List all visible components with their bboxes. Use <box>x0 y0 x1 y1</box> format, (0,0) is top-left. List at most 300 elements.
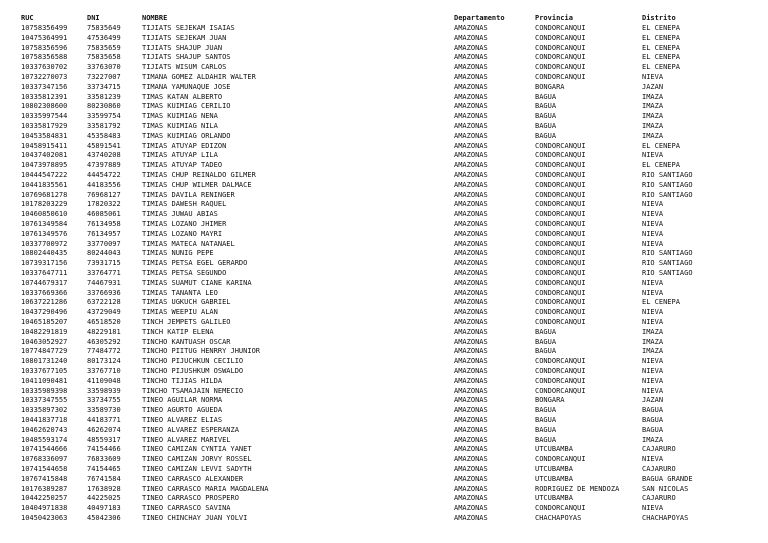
cell-dni: 46305292 <box>87 337 121 346</box>
cell-distrito: EL CENEPA <box>642 53 680 62</box>
cell-provincia: BAGUA <box>535 131 557 140</box>
table-row <box>0 484 768 494</box>
cell-provincia: CONDORCANQUI <box>535 151 586 160</box>
table-row <box>0 131 768 141</box>
cell-provincia: UTCUBAMBA <box>535 445 573 454</box>
cell-dni: 41109048 <box>87 376 121 385</box>
cell-dni: 43729049 <box>87 308 121 317</box>
cell-distrito: CAJARURO <box>642 465 676 473</box>
cell-ruc: 10769681278 <box>21 190 68 199</box>
cell-departamento: AMAZONAS <box>454 376 488 385</box>
cell-distrito: IMAZA <box>642 92 664 101</box>
cell-nombre: TIJIATS SEJEKAM ISAIAS <box>142 24 235 32</box>
table-row <box>0 121 768 131</box>
cell-nombre: TIMANA YAMUNAQUE JOSE <box>142 82 231 91</box>
cell-ruc: 10337700972 <box>21 239 68 248</box>
table-row <box>0 474 768 484</box>
cell-departamento: AMAZONAS <box>454 484 488 493</box>
cell-dni: 33734755 <box>87 396 121 405</box>
cell-nombre: TINEO ALVAREZ MARIVEL <box>142 435 231 444</box>
cell-ruc: 10404971838 <box>21 504 68 513</box>
cell-nombre: TINCHO PIJUSHKUM OSWALDO <box>142 367 244 375</box>
cell-nombre: TIMIAS LOZANO MAYRI <box>142 229 223 238</box>
cell-provincia: CONDORCANQUI <box>535 171 586 179</box>
cell-departamento: AMAZONAS <box>454 416 488 424</box>
cell-nombre: TIMIAS DAWESH RAQUEL <box>142 200 227 209</box>
cell-departamento: AMAZONAS <box>454 474 488 483</box>
cell-provincia: UTCUBAMBA <box>535 465 573 473</box>
cell-provincia: RODRIGUEZ DE MENDOZA <box>535 484 620 493</box>
table-row <box>0 190 768 200</box>
cell-departamento: AMAZONAS <box>454 504 488 513</box>
cell-provincia: BAGUA <box>535 347 557 356</box>
cell-distrito: IMAZA <box>642 102 664 111</box>
cell-nombre: TIMIAS JUWAU ABIAS <box>142 210 218 219</box>
cell-nombre: TIMIAS PETSA SEGUNDO <box>142 269 227 277</box>
cell-distrito: NIEVA <box>642 504 664 513</box>
cell-dni: 33581792 <box>87 122 121 130</box>
cell-dni: 33589730 <box>87 406 121 415</box>
cell-provincia: BAGUA <box>535 337 557 346</box>
table-row <box>0 307 768 317</box>
cell-ruc: 10178203229 <box>21 200 68 209</box>
cell-departamento: AMAZONAS <box>454 131 488 140</box>
cell-distrito: NIEVA <box>642 367 664 375</box>
cell-distrito: NIEVA <box>642 210 664 219</box>
table-row <box>0 160 768 170</box>
cell-dni: 76833609 <box>87 455 121 464</box>
table-row <box>0 239 768 249</box>
cell-departamento: AMAZONAS <box>454 337 488 346</box>
table-row <box>0 92 768 102</box>
cell-ruc: 10335817929 <box>21 122 68 130</box>
cell-nombre: TINEO CHINCHAY JUAN YOLVI <box>142 514 248 522</box>
cell-dni: 76741584 <box>87 474 121 483</box>
cell-ruc: 10802440435 <box>21 249 68 258</box>
cell-nombre: TIMIAS CHUP REINALDO GILMER <box>142 171 256 179</box>
cell-nombre: TIMIAS ATUYAP TADEO <box>142 161 223 170</box>
cell-distrito: NIEVA <box>642 308 664 317</box>
cell-distrito: CHACHAPOYAS <box>642 514 689 522</box>
cell-dni: 46085061 <box>87 210 121 219</box>
cell-departamento: AMAZONAS <box>454 308 488 317</box>
cell-departamento: AMAZONAS <box>454 367 488 375</box>
table-row <box>0 209 768 219</box>
cell-provincia: CONDORCANQUI <box>535 367 586 375</box>
cell-departamento: AMAZONAS <box>454 141 488 150</box>
cell-distrito: EL CENEPA <box>642 43 680 52</box>
cell-nombre: TIMAS KUIMIAG CERILIO <box>142 102 231 111</box>
cell-ruc: 10732270073 <box>21 73 68 81</box>
cell-departamento: AMAZONAS <box>454 327 488 336</box>
cell-departamento: AMAZONAS <box>454 43 488 52</box>
cell-dni: 76134957 <box>87 229 121 238</box>
cell-provincia: CONDORCANQUI <box>535 53 586 62</box>
cell-provincia: CONDORCANQUI <box>535 455 586 464</box>
table-row <box>0 464 768 474</box>
cell-departamento: AMAZONAS <box>454 435 488 444</box>
cell-provincia: CONDORCANQUI <box>535 210 586 219</box>
cell-departamento: AMAZONAS <box>454 73 488 81</box>
cell-dni: 76134958 <box>87 220 121 228</box>
table-row <box>0 180 768 190</box>
cell-departamento: AMAZONAS <box>454 465 488 473</box>
cell-dni: 63722128 <box>87 298 121 307</box>
cell-dni: 40497183 <box>87 504 121 513</box>
cell-distrito: IMAZA <box>642 112 664 121</box>
cell-departamento: AMAZONAS <box>454 406 488 415</box>
cell-provincia: CONDORCANQUI <box>535 259 586 268</box>
cell-dni: 17820322 <box>87 200 121 209</box>
cell-distrito: EL CENEPA <box>642 24 680 32</box>
cell-dni: 80173124 <box>87 357 121 366</box>
cell-nombre: TIMIAS LOZANO JHIMER <box>142 220 227 228</box>
cell-nombre: TINEO CAMIZAN LEVVI SADYTH <box>142 465 252 473</box>
cell-provincia: CONDORCANQUI <box>535 278 586 287</box>
cell-departamento: AMAZONAS <box>454 239 488 248</box>
cell-provincia: CONDORCANQUI <box>535 288 586 297</box>
cell-distrito: EL CENEPA <box>642 161 680 170</box>
cell-nombre: TIMIAS SUAMUT CIANE KARINA <box>142 278 252 287</box>
table-row <box>0 454 768 464</box>
cell-dni: 74154465 <box>87 465 121 473</box>
cell-nombre: TIMAS KUIMIAG ORLANDO <box>142 131 231 140</box>
cell-provincia: CONDORCANQUI <box>535 229 586 238</box>
cell-ruc: 10444547222 <box>21 171 68 179</box>
cell-nombre: TIMAS KUIMIAG NILA <box>142 122 218 130</box>
cell-dni: 33734715 <box>87 82 121 91</box>
table-row <box>0 43 768 53</box>
cell-ruc: 10337630702 <box>21 63 68 72</box>
cell-nombre: TIMIAS UGKUCH GABRIEL <box>142 298 231 307</box>
cell-departamento: AMAZONAS <box>454 122 488 130</box>
cell-ruc: 10767415848 <box>21 474 68 483</box>
cell-nombre: TIMIAS ATUYAP LILA <box>142 151 218 160</box>
cell-ruc: 10453584831 <box>21 131 68 140</box>
cell-nombre: TIMANA GOMEZ ALDAHIR WALTER <box>142 73 256 81</box>
cell-ruc: 10337647711 <box>21 269 68 277</box>
header-ruc: RUC <box>21 14 34 22</box>
table-row <box>0 52 768 62</box>
cell-provincia: BONGARA <box>535 82 565 91</box>
cell-distrito: IMAZA <box>642 337 664 346</box>
cell-distrito: BAGUA <box>642 406 664 415</box>
table-row <box>0 219 768 229</box>
cell-ruc: 10462620743 <box>21 425 68 434</box>
cell-nombre: TINCHO KANTUASH OSCAR <box>142 337 231 346</box>
cell-ruc: 10761349576 <box>21 229 68 238</box>
cell-provincia: BAGUA <box>535 327 557 336</box>
cell-dni: 75835649 <box>87 24 121 32</box>
cell-departamento: AMAZONAS <box>454 298 488 307</box>
cell-provincia: BAGUA <box>535 425 557 434</box>
cell-dni: 73931715 <box>87 259 121 268</box>
table-row <box>0 82 768 92</box>
table-row <box>0 199 768 209</box>
cell-dni: 47536499 <box>87 33 121 42</box>
table-row <box>0 356 768 366</box>
cell-nombre: TINCHO PIJUCHKUN CECILIO <box>142 357 244 366</box>
cell-departamento: AMAZONAS <box>454 455 488 464</box>
table-row <box>0 72 768 82</box>
cell-ruc: 10442250257 <box>21 494 68 503</box>
cell-dni: 33599754 <box>87 112 121 121</box>
table-row <box>0 288 768 298</box>
cell-ruc: 10758356499 <box>21 24 68 32</box>
cell-nombre: TIJIATS SHAJUP JUAN <box>142 43 223 52</box>
cell-distrito: BAGUA GRANDE <box>642 474 693 483</box>
cell-provincia: BAGUA <box>535 112 557 121</box>
cell-nombre: TINEO CARRASCO PROSPERO <box>142 494 239 503</box>
cell-dni: 33766936 <box>87 288 121 297</box>
cell-provincia: BAGUA <box>535 122 557 130</box>
cell-departamento: AMAZONAS <box>454 249 488 258</box>
cell-ruc: 10465185207 <box>21 318 68 326</box>
cell-nombre: TIMAS KATAN ALBERTO <box>142 92 223 101</box>
cell-distrito: EL CENEPA <box>642 63 680 72</box>
cell-provincia: CONDORCANQUI <box>535 386 586 395</box>
cell-distrito: NIEVA <box>642 455 664 464</box>
cell-dni: 77484772 <box>87 347 121 356</box>
cell-ruc: 10335897302 <box>21 406 68 415</box>
table-header <box>0 13 768 23</box>
cell-departamento: AMAZONAS <box>454 396 488 405</box>
cell-nombre: TINEO CARRASCO ALEXANDER <box>142 474 244 483</box>
cell-provincia: CONDORCANQUI <box>535 161 586 170</box>
cell-ruc: 10741544658 <box>21 465 68 473</box>
cell-departamento: AMAZONAS <box>454 102 488 111</box>
cell-dni: 45891541 <box>87 141 121 150</box>
table-row <box>0 405 768 415</box>
cell-ruc: 10739317156 <box>21 259 68 268</box>
cell-nombre: TIMIAS WEEPIU ALAN <box>142 308 218 317</box>
table-row <box>0 23 768 33</box>
table-row <box>0 111 768 121</box>
cell-dni: 33581239 <box>87 92 121 101</box>
table-row <box>0 248 768 258</box>
cell-distrito: JAZAN <box>642 396 664 405</box>
cell-nombre: TIMIAS TANANTA LEO <box>142 288 218 297</box>
cell-departamento: AMAZONAS <box>454 63 488 72</box>
cell-nombre: TIJIATS SHAJUP SANTOS <box>142 53 231 62</box>
cell-departamento: AMAZONAS <box>454 112 488 121</box>
cell-distrito: NIEVA <box>642 239 664 248</box>
cell-distrito: NIEVA <box>642 386 664 395</box>
table-row <box>0 493 768 503</box>
cell-nombre: TINEO AGUILAR NORMA <box>142 396 223 405</box>
table-row <box>0 170 768 180</box>
cell-dni: 80230860 <box>87 102 121 111</box>
table-row <box>0 395 768 405</box>
cell-departamento: AMAZONAS <box>454 171 488 179</box>
cell-departamento: AMAZONAS <box>454 151 488 160</box>
cell-provincia: CONDORCANQUI <box>535 318 586 326</box>
cell-ruc: 10437402081 <box>21 151 68 160</box>
cell-ruc: 10482291819 <box>21 327 68 336</box>
cell-provincia: BAGUA <box>535 416 557 424</box>
cell-ruc: 10337669366 <box>21 288 68 297</box>
cell-nombre: TIMIAS ATUYAP EDIZON <box>142 141 227 150</box>
cell-ruc: 10802308600 <box>21 102 68 111</box>
cell-ruc: 10475364991 <box>21 33 68 42</box>
cell-dni: 48559317 <box>87 435 121 444</box>
cell-ruc: 10774847729 <box>21 347 68 356</box>
cell-provincia: CONDORCANQUI <box>535 220 586 228</box>
cell-distrito: EL CENEPA <box>642 141 680 150</box>
cell-departamento: AMAZONAS <box>454 425 488 434</box>
table-row <box>0 376 768 386</box>
cell-dni: 44454722 <box>87 171 121 179</box>
cell-distrito: CAJARURO <box>642 445 676 454</box>
cell-dni: 48229181 <box>87 327 121 336</box>
cell-departamento: AMAZONAS <box>454 357 488 366</box>
cell-ruc: 10758356588 <box>21 53 68 62</box>
cell-ruc: 10335997544 <box>21 112 68 121</box>
cell-provincia: BAGUA <box>535 435 557 444</box>
header-dni: DNI <box>87 14 100 22</box>
header-provincia: Provincia <box>535 14 573 22</box>
cell-departamento: AMAZONAS <box>454 347 488 356</box>
cell-distrito: RIO SANTIAGO <box>642 171 693 179</box>
cell-provincia: CONDORCANQUI <box>535 239 586 248</box>
cell-dni: 80244043 <box>87 249 121 258</box>
table-row <box>0 327 768 337</box>
cell-distrito: NIEVA <box>642 278 664 287</box>
cell-provincia: UTCUBAMBA <box>535 474 573 483</box>
cell-departamento: AMAZONAS <box>454 180 488 189</box>
cell-distrito: IMAZA <box>642 435 664 444</box>
cell-dni: 46518520 <box>87 318 121 326</box>
cell-distrito: CAJARURO <box>642 494 676 503</box>
cell-dni: 74154466 <box>87 445 121 454</box>
cell-dni: 44183771 <box>87 416 121 424</box>
cell-departamento: AMAZONAS <box>454 220 488 228</box>
cell-nombre: TINEO AGURTO AGUEDA <box>142 406 223 415</box>
cell-departamento: AMAZONAS <box>454 288 488 297</box>
cell-departamento: AMAZONAS <box>454 190 488 199</box>
table-row <box>0 278 768 288</box>
cell-provincia: CHACHAPOYAS <box>535 514 582 522</box>
cell-provincia: BONGARA <box>535 396 565 405</box>
cell-provincia: CONDORCANQUI <box>535 33 586 42</box>
cell-provincia: CONDORCANQUI <box>535 180 586 189</box>
cell-nombre: TIMIAS NUNIG PEPE <box>142 249 214 258</box>
cell-provincia: CONDORCANQUI <box>535 249 586 258</box>
cell-distrito: NIEVA <box>642 200 664 209</box>
cell-distrito: NIEVA <box>642 151 664 160</box>
cell-ruc: 10460850610 <box>21 210 68 219</box>
cell-distrito: EL CENEPA <box>642 33 680 42</box>
cell-dni: 33764771 <box>87 269 121 277</box>
cell-ruc: 10450423063 <box>21 514 68 522</box>
table-row <box>0 513 768 523</box>
table-row <box>0 33 768 43</box>
cell-nombre: TINCHO TSAMAJAIN NEMECIO <box>142 386 244 395</box>
cell-ruc: 10744679317 <box>21 278 68 287</box>
table-row <box>0 444 768 454</box>
cell-dni: 45042306 <box>87 514 121 522</box>
cell-distrito: BAGUA <box>642 425 664 434</box>
cell-distrito: RIO SANTIAGO <box>642 190 693 199</box>
cell-nombre: TINCH KATIP ELENA <box>142 327 214 336</box>
cell-dni: 33763070 <box>87 63 121 72</box>
cell-ruc: 10411090481 <box>21 376 68 385</box>
cell-provincia: CONDORCANQUI <box>535 308 586 317</box>
table-row <box>0 337 768 347</box>
cell-ruc: 10441837718 <box>21 416 68 424</box>
table-row <box>0 435 768 445</box>
cell-distrito: BAGUA <box>642 416 664 424</box>
cell-distrito: SAN NICOLAS <box>642 484 689 493</box>
cell-nombre: TINEO CARRASCO SAVINA <box>142 504 231 513</box>
cell-provincia: UTCUBAMBA <box>535 494 573 503</box>
table-row <box>0 415 768 425</box>
cell-provincia: CONDORCANQUI <box>535 141 586 150</box>
cell-departamento: AMAZONAS <box>454 269 488 277</box>
table-row <box>0 268 768 278</box>
table-row <box>0 317 768 327</box>
cell-nombre: TINEO CAMIZAN CYNTIA YANET <box>142 445 252 454</box>
cell-ruc: 10335812391 <box>21 92 68 101</box>
cell-distrito: NIEVA <box>642 220 664 228</box>
cell-provincia: BAGUA <box>535 92 557 101</box>
cell-dni: 33598939 <box>87 386 121 395</box>
cell-provincia: BAGUA <box>535 406 557 415</box>
cell-distrito: RIO SANTIAGO <box>642 269 693 277</box>
cell-distrito: IMAZA <box>642 347 664 356</box>
cell-nombre: TINEO ALVAREZ ELIAS <box>142 416 223 424</box>
cell-dni: 47397889 <box>87 161 121 170</box>
cell-provincia: CONDORCANQUI <box>535 357 586 366</box>
cell-dni: 75835659 <box>87 43 121 52</box>
cell-ruc: 10637221286 <box>21 298 68 307</box>
cell-dni: 17638928 <box>87 484 121 493</box>
cell-ruc: 10335989398 <box>21 386 68 395</box>
cell-dni: 45358483 <box>87 131 121 140</box>
cell-departamento: AMAZONAS <box>454 494 488 503</box>
cell-nombre: TINEO CAMIZAN JORVY ROSSEL <box>142 455 252 464</box>
cell-distrito: RIO SANTIAGO <box>642 249 693 258</box>
cell-ruc: 10761349584 <box>21 220 68 228</box>
cell-ruc: 10337347555 <box>21 396 68 405</box>
table-row <box>0 425 768 435</box>
cell-ruc: 10768336097 <box>21 455 68 464</box>
table-row <box>0 366 768 376</box>
cell-departamento: AMAZONAS <box>454 82 488 91</box>
cell-provincia: CONDORCANQUI <box>535 63 586 72</box>
cell-distrito: JAZAN <box>642 82 664 91</box>
cell-dni: 75835658 <box>87 53 121 62</box>
cell-provincia: CONDORCANQUI <box>535 269 586 277</box>
cell-distrito: NIEVA <box>642 229 664 238</box>
table-row <box>0 386 768 396</box>
cell-distrito: IMAZA <box>642 327 664 336</box>
cell-ruc: 10801731240 <box>21 357 68 366</box>
cell-departamento: AMAZONAS <box>454 318 488 326</box>
cell-nombre: TINEO CARRASCO MARIA MAGDALENA <box>142 484 269 493</box>
cell-dni: 33767710 <box>87 367 121 375</box>
cell-provincia: CONDORCANQUI <box>535 298 586 307</box>
cell-dni: 33770097 <box>87 239 121 248</box>
cell-nombre: TINCH JEMPETS GALILEO <box>142 318 231 326</box>
cell-ruc: 10485593174 <box>21 435 68 444</box>
cell-distrito: NIEVA <box>642 376 664 385</box>
cell-nombre: TIJIATS SEJEKAM JUAN <box>142 33 227 42</box>
cell-ruc: 10441835561 <box>21 180 68 189</box>
cell-departamento: AMAZONAS <box>454 53 488 62</box>
cell-ruc: 10176389287 <box>21 484 68 493</box>
cell-dni: 46262074 <box>87 425 121 434</box>
